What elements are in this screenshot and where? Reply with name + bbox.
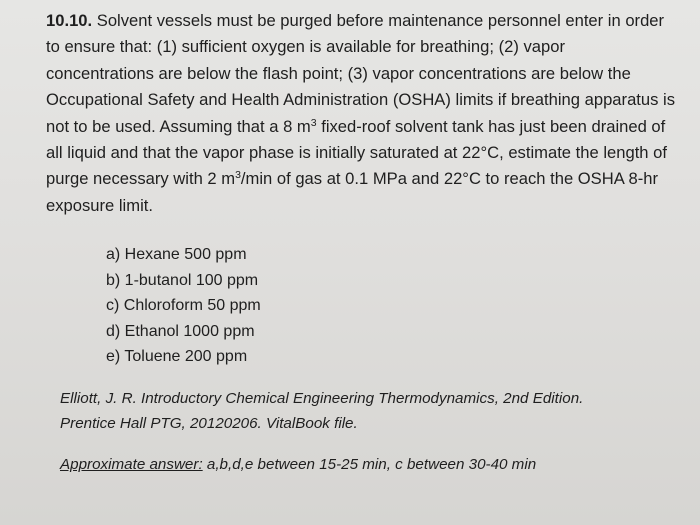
- problem-text-part2: fixed-roof solvent tank has just been drained of all liquid and that the vapor phase is initially saturated at 22°C, estimate the length of purge necessary with 2 m: [46, 116, 667, 189]
- option-c: c) Chloroform 50 ppm: [106, 297, 261, 314]
- answer-label: Approximate answer:: [60, 456, 203, 473]
- superscript-cubed-2: 3: [235, 169, 241, 182]
- answer-text: a,b,d,e between 15-25 min, c between 30-40 min: [202, 456, 537, 473]
- citation-line-1: Elliott, J. R. Introductory Chemical Engineering Thermodynamics, 2nd Edition.: [60, 390, 584, 407]
- problem-number: 10.10.: [46, 11, 93, 30]
- option-d: d) Ethanol 1000 ppm: [106, 322, 255, 340]
- option-b: b) 1-butanol 100 ppm: [106, 271, 259, 289]
- option-e: e) Toluene 200 ppm: [106, 348, 248, 365]
- problem-statement: [46, 8, 676, 219]
- superscript-cubed-1: 3: [310, 116, 317, 129]
- option-a: a) Hexane 500 ppm: [106, 246, 247, 263]
- citation: [60, 386, 670, 436]
- option-list: [106, 242, 261, 370]
- citation-line-2: Prentice Hall PTG, 20120206. VitalBook file.: [60, 415, 358, 432]
- problem-text-part1: Solvent vessels must be purged before maintenance personnel enter in order to ensure that: (1) sufficient oxygen is available for breathing; (2) vapor concentrations are below the flash point; (3) vapor concentrations are below the Occupational Safety and Health Administration (OSHA) limits if breathing apparatus is not to be used. Assuming that a 8 m: [46, 11, 676, 136]
- approximate-answer: [60, 452, 680, 477]
- problem-text-part3: /min of gas at 0.1 MPa and 22°C to reach the OSHA 8-hr exposure limit.: [46, 169, 659, 215]
